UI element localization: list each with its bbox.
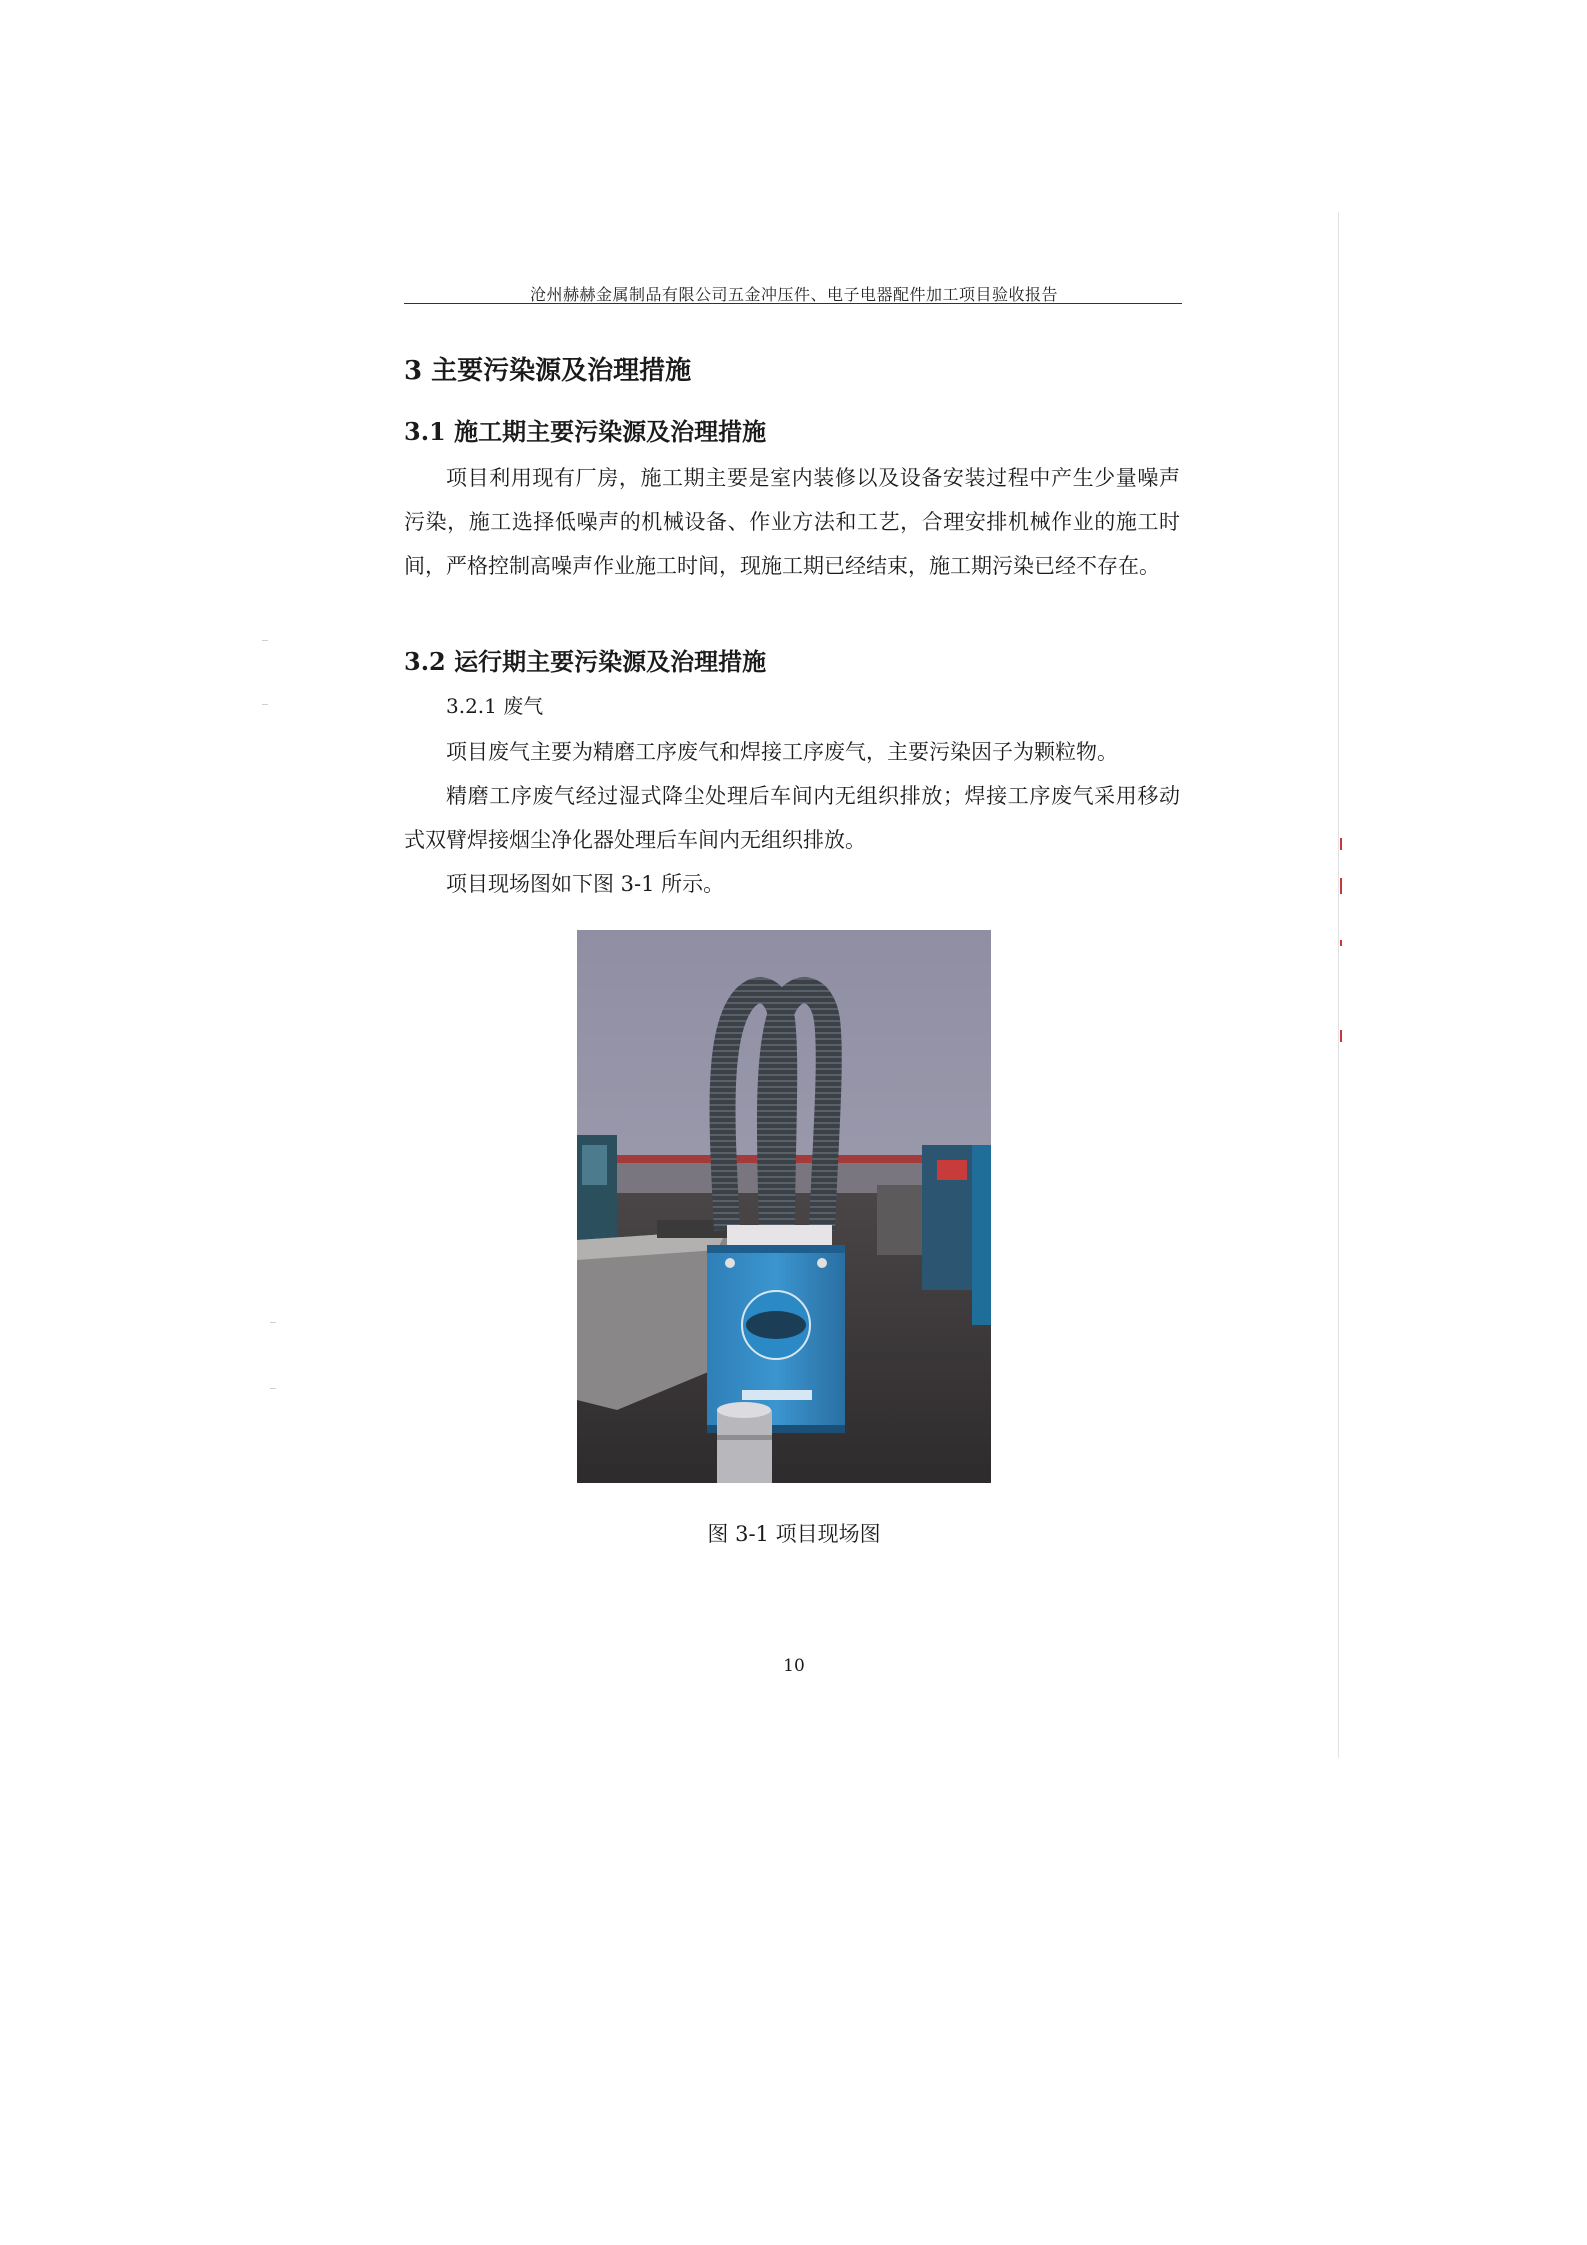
scan-red-mark xyxy=(1340,940,1342,946)
figure-caption: 图 3-1 项目现场图 xyxy=(707,1522,881,1546)
running-header: 沧州赫赫金属制品有限公司五金冲压件、电子电器配件加工项目验收报告 xyxy=(529,285,1058,304)
page-number: 10 xyxy=(783,1656,805,1676)
scan-red-mark xyxy=(1340,878,1342,894)
paragraph-waste-gas-sources: 项目废气主要为精磨工序废气和焊接工序废气，主要污染因子为颗粒物。 xyxy=(446,740,1118,764)
header-rule xyxy=(404,303,1182,304)
subsection-heading-construction: 3.1 施工期主要污染源及治理措施 xyxy=(404,417,767,446)
subsection-heading-operation: 3.2 运行期主要污染源及治理措施 xyxy=(404,647,767,676)
scan-mark xyxy=(262,704,268,705)
scan-mark xyxy=(270,1322,276,1323)
paragraph-figure-reference: 项目现场图如下图 3-1 所示。 xyxy=(446,872,725,896)
site-photo-illustration xyxy=(577,930,991,1483)
sub-subsection-heading-waste-gas: 3.2.1 废气 xyxy=(446,694,544,718)
scan-red-mark xyxy=(1340,838,1342,850)
scan-mark xyxy=(270,1388,276,1389)
scan-mark xyxy=(262,640,268,641)
scan-red-mark xyxy=(1340,1030,1342,1042)
site-photo xyxy=(577,930,991,1483)
scan-edge-line xyxy=(1338,212,1339,1758)
paragraph-construction: 项目利用现有厂房，施工期主要是室内装修以及设备安装过程中产生少量噪声污染，施工选择低噪声的机械设备、作业方法和工艺，合理安排机械作业的施工时间，严格控制高噪声作业施工时间，现施工期已经结束，施工期污染已经不存在。 xyxy=(404,466,1180,578)
section-heading: 3 主要污染源及治理措施 xyxy=(404,356,692,386)
paragraph-waste-gas-treatment: 精磨工序废气经过湿式降尘处理后车间内无组织排放；焊接工序废气采用移动式双臂焊接烟尘净化器处理后车间内无组织排放。 xyxy=(404,784,1180,852)
